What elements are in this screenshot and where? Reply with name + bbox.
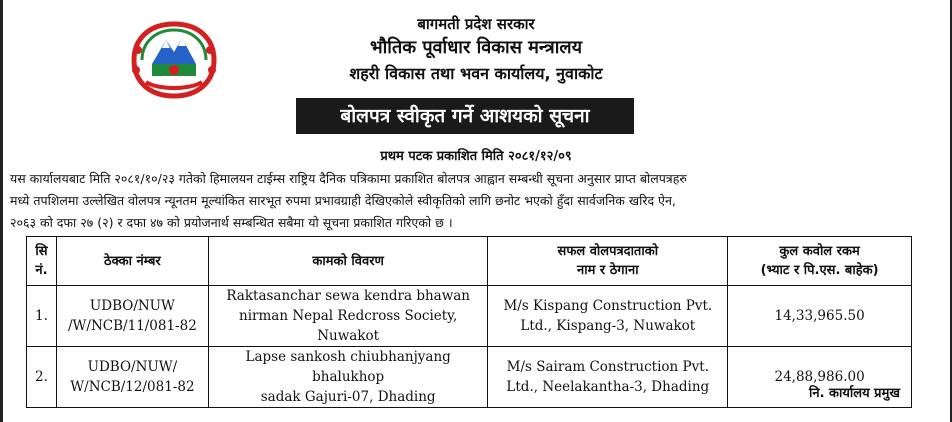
notice-body <box>10 168 938 234</box>
notice-body-line: २०६३ को दफा २७ (२) र दफा ४७ को प्रयोजनार्थ सम्बन्धित सबैमा यो सूचना प्रकाशित गरिएको छ । <box>10 215 453 230</box>
ministry-title: भौतिक पूर्वाधार विकास मन्त्रालय <box>369 37 583 58</box>
table-row <box>27 347 912 408</box>
row-amount: 24,88,986.00 <box>728 347 912 408</box>
col-header-sn: सि नं. <box>27 237 57 286</box>
publication-date-line: प्रथम पटक प्रकाशित मिति २०८१/१२/०९ <box>380 149 572 164</box>
table-header-row <box>27 237 912 286</box>
row-description: Lapse sankosh chiubhanjyang bhalukhop sadak Gajuri-07, Dhading <box>208 347 488 408</box>
province-government-title: बागमती प्रदेश सरकार <box>417 15 535 33</box>
row-contract-no: UDBO/NUW/ W/NCB/12/081-82 <box>56 347 208 408</box>
notice-body-line: यस कार्यालयबाट मिति २०८१/१०/२३ गतेको हिमालयन टाईम्स राष्ट्रिय दैनिक पत्रिकामा प्रकाशित बोलपत्र आह्वान सम्बन्धी सूचना अनुसार प्राप्त बोलपत्रहरु <box>10 171 687 186</box>
col-header-amount: कुल कवोल रकम (भ्याट र पि.एस. बाहेक) <box>728 237 912 286</box>
table-row <box>27 286 912 347</box>
office-title: शहरी विकास तथा भवन कार्यालय, नुवाकोट <box>349 64 603 83</box>
bid-results-table <box>26 236 912 408</box>
row-sn: 2. <box>27 347 57 408</box>
row-amount: 14,33,965.50 <box>728 286 912 347</box>
office-chief-signoff: नि. कार्यालय प्रमुख <box>809 386 900 401</box>
col-header-contract-no: ठेक्का नंम्बर <box>56 237 208 286</box>
row-description: Raktasanchar sewa kendra bhawan nirman Nepal Redcross Society, Nuwakot <box>208 286 488 347</box>
row-bidder: M/s Sairam Construction Pvt. Ltd., Neelakantha-3, Dhading <box>488 347 728 408</box>
col-header-bidder: सफल वोलपत्रदाताको नाम र ठेगाना <box>488 237 728 286</box>
notice-body-line: मध्ये तपशिलमा उल्लेखित वोलपत्र न्यूनतम मूल्यांकित सारभूत रुपमा प्रभावग्राही देखिएकोले स्वीकृतिको लागि छनोट भएको हुँदा सार्वजनिक खरिद ऐन, <box>10 193 676 208</box>
row-bidder: M/s Kispang Construction Pvt. Ltd., Kispang-3, Nuwakot <box>488 286 728 347</box>
row-contract-no: UDBO/NUW /W/NCB/11/081-82 <box>56 286 208 347</box>
row-sn: 1. <box>27 286 57 347</box>
notice-title-banner: बोलपत्र स्वीकृत गर्ने आशयको सूचना <box>296 98 634 134</box>
col-header-description: कामको विवरण <box>208 237 488 286</box>
